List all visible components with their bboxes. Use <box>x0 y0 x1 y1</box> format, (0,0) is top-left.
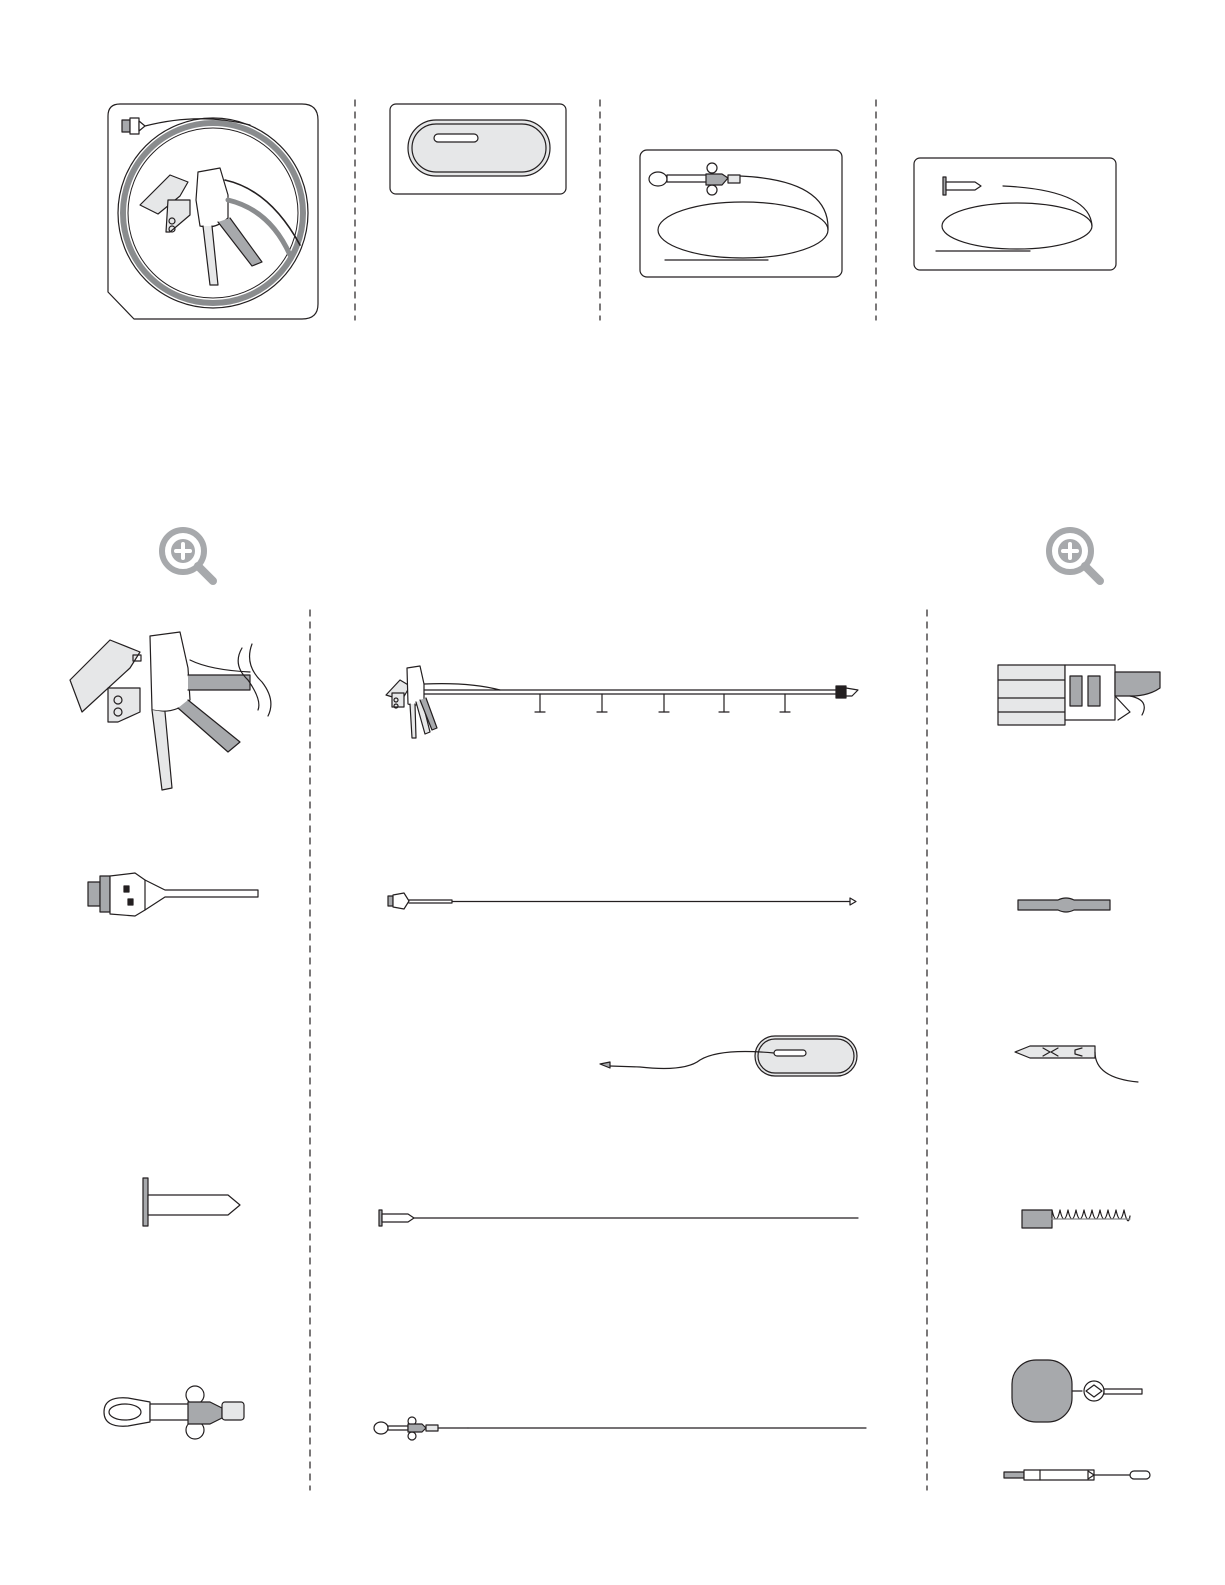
coil-spring-detail-icon <box>1022 1210 1130 1228</box>
pusher-package <box>914 158 1116 270</box>
tip-clamp-detail-icon <box>998 665 1160 725</box>
release-tip-detail-icon <box>1015 1046 1138 1082</box>
luer-hub-detail-icon <box>88 873 258 916</box>
paddle-key-detail-icon <box>1012 1360 1142 1422</box>
ring-handle-detail-icon <box>104 1386 244 1439</box>
flush-cap-detail-icon <box>143 1178 240 1226</box>
zoom-in-icon <box>1049 530 1100 581</box>
marker-band-detail-icon <box>1018 898 1110 912</box>
coiled-delivery-system-package <box>108 104 318 319</box>
loading-tool-package <box>640 150 842 277</box>
guide-catheter-icon <box>388 893 856 909</box>
stent-in-tray-icon <box>600 1036 857 1076</box>
zoom-in-icon <box>162 530 213 581</box>
loading-tool-wire-icon <box>374 1417 866 1440</box>
delivery-system-icon <box>386 666 858 738</box>
pusher-wire-icon <box>379 1210 858 1226</box>
handle-icon <box>140 168 300 285</box>
handle-detail-icon <box>70 632 271 790</box>
stent-tray-package <box>390 104 566 194</box>
torque-device-detail-icon <box>1004 1470 1150 1480</box>
